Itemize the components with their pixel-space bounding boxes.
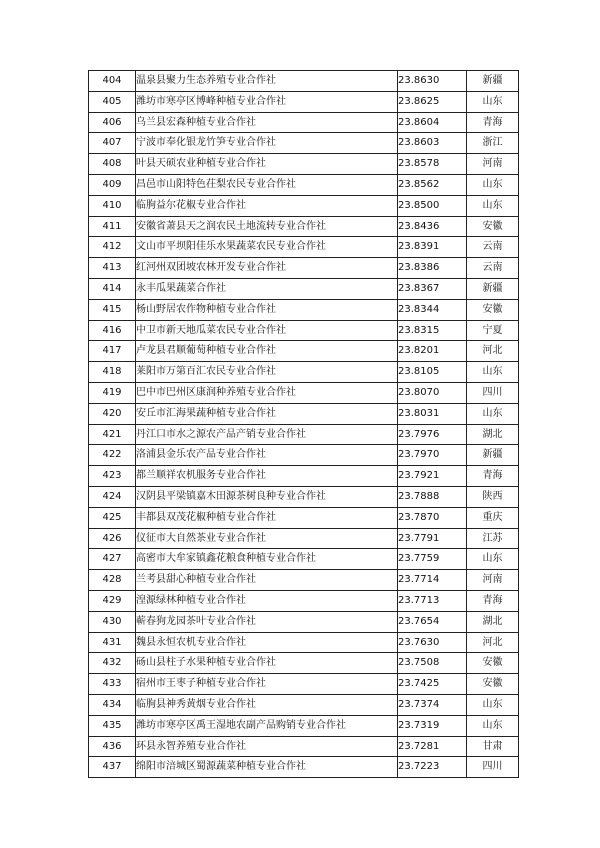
score-cell: 23.8391 bbox=[398, 237, 467, 258]
rank-cell: 416 bbox=[89, 320, 136, 341]
score-cell: 23.8031 bbox=[398, 403, 467, 424]
rank-cell: 423 bbox=[89, 466, 136, 487]
table-row bbox=[89, 632, 519, 653]
cooperative-name-cell: 安丘市汇海果蔬种植专业合作社 bbox=[136, 403, 398, 424]
rank-cell: 429 bbox=[89, 590, 136, 611]
province-cell: 山东 bbox=[467, 195, 519, 216]
rank-cell: 421 bbox=[89, 424, 136, 445]
rank-cell: 431 bbox=[89, 632, 136, 653]
rank-cell: 406 bbox=[89, 112, 136, 133]
table-body bbox=[89, 71, 519, 778]
table-row bbox=[89, 362, 519, 383]
cooperative-name-cell: 湟源绿林种植专业合作社 bbox=[136, 590, 398, 611]
province-cell: 浙江 bbox=[467, 133, 519, 154]
province-cell: 河南 bbox=[467, 154, 519, 175]
table-row bbox=[89, 694, 519, 715]
cooperative-name-cell: 魏县永恒农机专业合作社 bbox=[136, 632, 398, 653]
province-cell: 新疆 bbox=[467, 445, 519, 466]
rank-cell: 422 bbox=[89, 445, 136, 466]
province-cell: 山东 bbox=[467, 403, 519, 424]
table-row bbox=[89, 715, 519, 736]
score-cell: 23.8500 bbox=[398, 195, 467, 216]
score-cell: 23.7281 bbox=[398, 736, 467, 757]
table-row bbox=[89, 486, 519, 507]
province-cell: 山东 bbox=[467, 91, 519, 112]
province-cell: 安徽 bbox=[467, 299, 519, 320]
province-cell: 安徽 bbox=[467, 674, 519, 695]
cooperative-name-cell: 莱阳市万第百汇农民专业合作社 bbox=[136, 362, 398, 383]
table-row bbox=[89, 154, 519, 175]
table-row bbox=[89, 71, 519, 92]
rank-cell: 433 bbox=[89, 674, 136, 695]
table-row bbox=[89, 91, 519, 112]
table-row bbox=[89, 549, 519, 570]
province-cell: 湖北 bbox=[467, 611, 519, 632]
table-row bbox=[89, 466, 519, 487]
rank-cell: 428 bbox=[89, 570, 136, 591]
rank-cell: 407 bbox=[89, 133, 136, 154]
province-cell: 陕西 bbox=[467, 486, 519, 507]
rank-cell: 437 bbox=[89, 757, 136, 778]
rank-cell: 419 bbox=[89, 382, 136, 403]
cooperative-name-cell: 丹江口市水之源农产品产销专业合作社 bbox=[136, 424, 398, 445]
rank-cell: 430 bbox=[89, 611, 136, 632]
cooperative-name-cell: 红河州双团坡农林开发专业合作社 bbox=[136, 258, 398, 279]
cooperative-name-cell: 宁波市奉化银龙竹笋专业合作社 bbox=[136, 133, 398, 154]
cooperative-name-cell: 汉阴县平梁镇嘉木田源茶树良种专业合作社 bbox=[136, 486, 398, 507]
score-cell: 23.7870 bbox=[398, 507, 467, 528]
cooperative-name-cell: 洛浦县金乐农产品专业合作社 bbox=[136, 445, 398, 466]
table-row bbox=[89, 736, 519, 757]
rank-cell: 436 bbox=[89, 736, 136, 757]
score-cell: 23.8630 bbox=[398, 71, 467, 92]
rank-cell: 425 bbox=[89, 507, 136, 528]
score-cell: 23.8603 bbox=[398, 133, 467, 154]
table-row bbox=[89, 112, 519, 133]
score-cell: 23.8315 bbox=[398, 320, 467, 341]
cooperative-name-cell: 潍坊市寒亭区博峰种植专业合作社 bbox=[136, 91, 398, 112]
cooperative-name-cell: 砀山县柱子水果种植专业合作社 bbox=[136, 653, 398, 674]
cooperative-name-cell: 安徽省萧县天之润农民土地流转专业合作社 bbox=[136, 216, 398, 237]
cooperative-name-cell: 叶县天硕农业种植专业合作社 bbox=[136, 154, 398, 175]
province-cell: 重庆 bbox=[467, 507, 519, 528]
cooperative-name-cell: 临朐县神秀黄烟专业合作社 bbox=[136, 694, 398, 715]
cooperative-name-cell: 绵阳市涪城区蜀源蔬菜种植专业合作社 bbox=[136, 757, 398, 778]
score-cell: 23.7630 bbox=[398, 632, 467, 653]
score-cell: 23.7976 bbox=[398, 424, 467, 445]
table-row bbox=[89, 674, 519, 695]
score-cell: 23.8578 bbox=[398, 154, 467, 175]
province-cell: 甘肃 bbox=[467, 736, 519, 757]
province-cell: 云南 bbox=[467, 258, 519, 279]
table-row bbox=[89, 757, 519, 778]
rank-cell: 415 bbox=[89, 299, 136, 320]
table-row bbox=[89, 320, 519, 341]
rank-cell: 410 bbox=[89, 195, 136, 216]
table-row bbox=[89, 216, 519, 237]
rank-cell: 405 bbox=[89, 91, 136, 112]
table-row bbox=[89, 653, 519, 674]
cooperative-name-cell: 潍坊市寒亭区禹王湿地农副产品购销专业合作社 bbox=[136, 715, 398, 736]
rank-cell: 408 bbox=[89, 154, 136, 175]
rank-cell: 435 bbox=[89, 715, 136, 736]
rank-cell: 417 bbox=[89, 341, 136, 362]
table-row bbox=[89, 133, 519, 154]
cooperative-name-cell: 丰都县双茂花椒种植专业合作社 bbox=[136, 507, 398, 528]
cooperative-name-cell: 都兰顺祥农机服务专业合作社 bbox=[136, 466, 398, 487]
score-cell: 23.7374 bbox=[398, 694, 467, 715]
score-cell: 23.7654 bbox=[398, 611, 467, 632]
rank-cell: 414 bbox=[89, 278, 136, 299]
cooperative-name-cell: 高密市大牟家镇鑫花粮食种植专业合作社 bbox=[136, 549, 398, 570]
rank-cell: 413 bbox=[89, 258, 136, 279]
province-cell: 云南 bbox=[467, 237, 519, 258]
cooperative-name-cell: 昌邑市山阳特色茌梨农民专业合作社 bbox=[136, 174, 398, 195]
cooperative-name-cell: 温泉县聚力生态养殖专业合作社 bbox=[136, 71, 398, 92]
province-cell: 安徽 bbox=[467, 653, 519, 674]
table-row bbox=[89, 195, 519, 216]
score-cell: 23.8604 bbox=[398, 112, 467, 133]
cooperative-ranking-table bbox=[88, 70, 519, 778]
rank-cell: 420 bbox=[89, 403, 136, 424]
table-row bbox=[89, 237, 519, 258]
score-cell: 23.7921 bbox=[398, 466, 467, 487]
rank-cell: 404 bbox=[89, 71, 136, 92]
province-cell: 山东 bbox=[467, 694, 519, 715]
province-cell: 青海 bbox=[467, 590, 519, 611]
score-cell: 23.8386 bbox=[398, 258, 467, 279]
rank-cell: 418 bbox=[89, 362, 136, 383]
province-cell: 江苏 bbox=[467, 528, 519, 549]
rank-cell: 427 bbox=[89, 549, 136, 570]
cooperative-name-cell: 兰考县甜心种植专业合作社 bbox=[136, 570, 398, 591]
score-cell: 23.8625 bbox=[398, 91, 467, 112]
cooperative-name-cell: 环县永智养殖专业合作社 bbox=[136, 736, 398, 757]
table-row bbox=[89, 299, 519, 320]
cooperative-name-cell: 中卫市新天地瓜菜农民专业合作社 bbox=[136, 320, 398, 341]
score-cell: 23.7713 bbox=[398, 590, 467, 611]
cooperative-name-cell: 蕲春狗龙园茶叶专业合作社 bbox=[136, 611, 398, 632]
table-row bbox=[89, 528, 519, 549]
score-cell: 23.7319 bbox=[398, 715, 467, 736]
table-row bbox=[89, 590, 519, 611]
score-cell: 23.7759 bbox=[398, 549, 467, 570]
rank-cell: 409 bbox=[89, 174, 136, 195]
table-row bbox=[89, 611, 519, 632]
table-row bbox=[89, 382, 519, 403]
cooperative-name-cell: 乌兰县宏森种植专业合作社 bbox=[136, 112, 398, 133]
province-cell: 宁夏 bbox=[467, 320, 519, 341]
province-cell: 山东 bbox=[467, 715, 519, 736]
rank-cell: 411 bbox=[89, 216, 136, 237]
cooperative-name-cell: 宿州市王枣子种植专业合作社 bbox=[136, 674, 398, 695]
table-row bbox=[89, 341, 519, 362]
score-cell: 23.8070 bbox=[398, 382, 467, 403]
score-cell: 23.8367 bbox=[398, 278, 467, 299]
province-cell: 河南 bbox=[467, 570, 519, 591]
table-row bbox=[89, 445, 519, 466]
cooperative-name-cell: 文山市平坝阳佳乐水果蔬菜农民专业合作社 bbox=[136, 237, 398, 258]
score-cell: 23.7888 bbox=[398, 486, 467, 507]
score-cell: 23.8105 bbox=[398, 362, 467, 383]
rank-cell: 426 bbox=[89, 528, 136, 549]
province-cell: 山东 bbox=[467, 174, 519, 195]
score-cell: 23.7714 bbox=[398, 570, 467, 591]
table-row bbox=[89, 258, 519, 279]
province-cell: 青海 bbox=[467, 112, 519, 133]
score-cell: 23.7791 bbox=[398, 528, 467, 549]
cooperative-name-cell: 永丰瓜果蔬菜合作社 bbox=[136, 278, 398, 299]
score-cell: 23.7425 bbox=[398, 674, 467, 695]
rank-cell: 432 bbox=[89, 653, 136, 674]
cooperative-name-cell: 杨山野居农作物种植专业合作社 bbox=[136, 299, 398, 320]
rank-cell: 424 bbox=[89, 486, 136, 507]
province-cell: 四川 bbox=[467, 382, 519, 403]
province-cell: 山东 bbox=[467, 549, 519, 570]
cooperative-name-cell: 巴中市巴州区康润种养殖专业合作社 bbox=[136, 382, 398, 403]
table-row bbox=[89, 424, 519, 445]
table-row bbox=[89, 507, 519, 528]
province-cell: 山东 bbox=[467, 362, 519, 383]
province-cell: 四川 bbox=[467, 757, 519, 778]
cooperative-name-cell: 卢龙县君顺葡萄种植专业合作社 bbox=[136, 341, 398, 362]
score-cell: 23.7223 bbox=[398, 757, 467, 778]
score-cell: 23.8344 bbox=[398, 299, 467, 320]
province-cell: 新疆 bbox=[467, 71, 519, 92]
table-row bbox=[89, 570, 519, 591]
rank-cell: 434 bbox=[89, 694, 136, 715]
province-cell: 河北 bbox=[467, 341, 519, 362]
score-cell: 23.8201 bbox=[398, 341, 467, 362]
province-cell: 新疆 bbox=[467, 278, 519, 299]
province-cell: 湖北 bbox=[467, 424, 519, 445]
cooperative-name-cell: 临朐益尔花椒专业合作社 bbox=[136, 195, 398, 216]
score-cell: 23.7508 bbox=[398, 653, 467, 674]
province-cell: 安徽 bbox=[467, 216, 519, 237]
province-cell: 青海 bbox=[467, 466, 519, 487]
table-row bbox=[89, 174, 519, 195]
table-row bbox=[89, 403, 519, 424]
province-cell: 河北 bbox=[467, 632, 519, 653]
score-cell: 23.8562 bbox=[398, 174, 467, 195]
rank-cell: 412 bbox=[89, 237, 136, 258]
table-row bbox=[89, 278, 519, 299]
score-cell: 23.7970 bbox=[398, 445, 467, 466]
cooperative-name-cell: 仪征市大自然茶业专业合作社 bbox=[136, 528, 398, 549]
score-cell: 23.8436 bbox=[398, 216, 467, 237]
